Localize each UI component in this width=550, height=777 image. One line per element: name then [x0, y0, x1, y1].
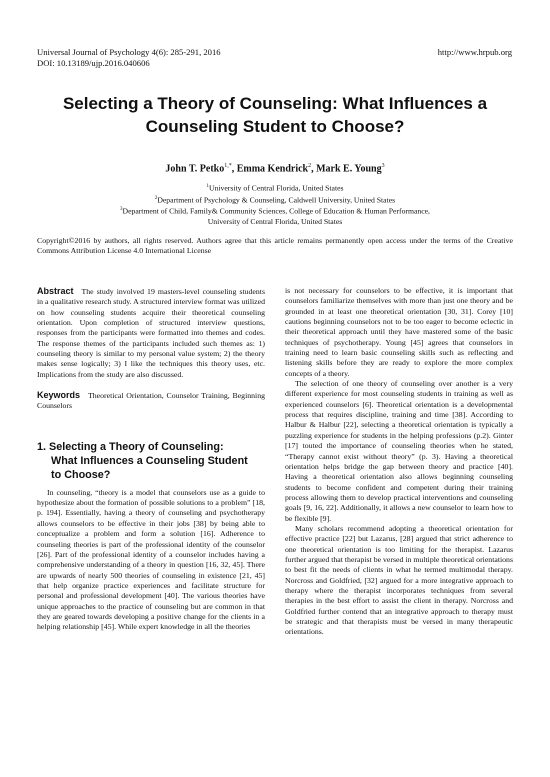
author-name: Emma Kendrick	[236, 163, 309, 175]
copyright-notice: Copyright©2016 by authors, all rights reserved. Authors agree that this article remains permanently open access under the terms of the Creative Commons Attribution License 4.0 International License	[37, 236, 513, 256]
abstract	[37, 286, 265, 380]
abstract-label: Abstract	[37, 286, 74, 296]
keywords-text: Theoretical Orientation, Counselor Training, Beginning Counselors	[37, 391, 265, 411]
journal-citation: Universal Journal of Psychology 4(6): 285-291, 2016	[37, 47, 221, 57]
affiliation: $^3$Department of Child, Family& Community Sciences, College of Education & Human Performance,	[120, 206, 430, 216]
body-paragraph: Many scholars recommend adopting a theoretical orientation for effective practice [22] but Lazarus, [28] argued that strict adherence to one theoretical orientation is too limiting for the therapist. Lazarus further argued that therapist be versed in multiple theoretical orientations to best fit the needs of clients in what he termed multimodal therapy. Norcross and Goldfried, [32] argued for a more integrative approach to therapy where the therapist incorporates techniques from several therapies in the best effort to assist the client in therapy. Norcross and Goldfried further contend that an integrative approach to therapy must be strategic and that therapists must be versed in many therapeutic orientations.	[285, 523, 513, 637]
abstract-text: The study involved 19 masters-level counseling students in a qualitative research study. A structured interview format was utilized on how counseling students acquire their theoretical counseling orientation. Upon completion of structured interview questions, responses from the participants were formatted into themes and codes. The response themes of the participants included such themes as: 1) counseling theory is similar to my personal value system; 2) the theory makes sense logically; 3) I like the techniques this theory uses, etc. Implications from the study are also discussed.	[37, 287, 265, 379]
doi: DOI: 10.13189/ujp.2016.040606	[37, 58, 150, 68]
body-paragraph: The selection of one theory of counseling over another is a very different experience for most counseling students in training as well as experienced counselors [6]. Theoretical orientation is a developmental process that requires discipline, training and time [38]. According to Halbur & Halbur [22], selecting a theoretical orientation is typically a puzzling experience for students in the helping professions (p.2). Ginter [17] touted the importance of counseling theories when he stated, “Therapy cannot exist without theory” (p. 3). Having a theoretical orientation helps bridge the gap between theory and practice [40]. Having a theoretical orientation also allows beginning counseling students to become confident and competent during their training process allowing them to develop practical interventions and counseling goals [9, 16, 22]. Additionally, it allows a new counselor to learn how to be flexible [9].	[285, 379, 513, 523]
author-name: Mark E. Young	[316, 163, 382, 175]
affiliation: $^1$University of Central Florida, United States	[206, 183, 344, 193]
author-name: John T. Petko	[165, 163, 225, 175]
affiliation: University of Central Florida, United States	[207, 216, 343, 226]
keywords-label: Keywords	[37, 390, 81, 401]
journal-header	[37, 47, 221, 69]
paper-title: Selecting a Theory of Counseling: What Influences a Counseling Student to Choose?	[62, 94, 488, 136]
author-affil-mark: 1,*	[224, 163, 232, 169]
keywords	[37, 390, 265, 412]
author-affil-mark: 2	[308, 163, 312, 169]
left-column	[37, 286, 265, 633]
section-heading: 1. Selecting a Theory of Counseling: What Influences a Counseling Student to Choose?	[37, 440, 248, 481]
right-column	[285, 286, 513, 638]
author-list: John T. Petko$^{1,*}$, Emma Kendrick$^2$, Mark E. Young$^3$	[165, 163, 385, 175]
body-paragraph: In counseling, “theory is a model that counselors use as a guide to hypothesize about the formation of possible solutions to a problem” [18, p. 194]. Essentially, having a theory of counseling and psychotherapy allows counselors to be effective in their jobs [38] by being able to conceptualize a problem and form a solution [16]. Adherence to counseling theories is part of the professional identity of the counselor [26]. Part of the professional identity of a counselor includes having a comprehensive understanding of a theory in question [16, 32, 45]. There are upwards of nearly 500 theories of counseling in existence [21, 45] that help organize practice experiences and facilitate structure for personal and professional development [40]. The various theories have unique approaches to the practice of counseling but are common in that they are geared towards developing a positive change for the clients in a helping relationship [45]. While expert knowledge in all the theories	[37, 487, 265, 632]
affiliation: $^2$Department of Psychology & Counseling, Caldwell University, United States	[154, 195, 396, 205]
body-paragraph: is not necessary for counselors to be effective, it is important that counselors familiarize themselves with more than just one theory and be grounded in at least one theoretical orientation [30, 31]. Corey [10] cautions beginning counselors not to be too eager to become eclectic in their theoretical approach until they have mastered some of the basic techniques of psychotherapy. Young [45] agrees that counselors in training need to learn basic counseling skills such as reflecting and listening skills before they are ready to explore the more complex concepts of a theory.	[285, 286, 513, 378]
author-affil-mark: 3	[381, 163, 385, 169]
journal-url[interactable]: http://www.hrpub.org	[437, 47, 512, 57]
affiliations	[60, 182, 490, 227]
